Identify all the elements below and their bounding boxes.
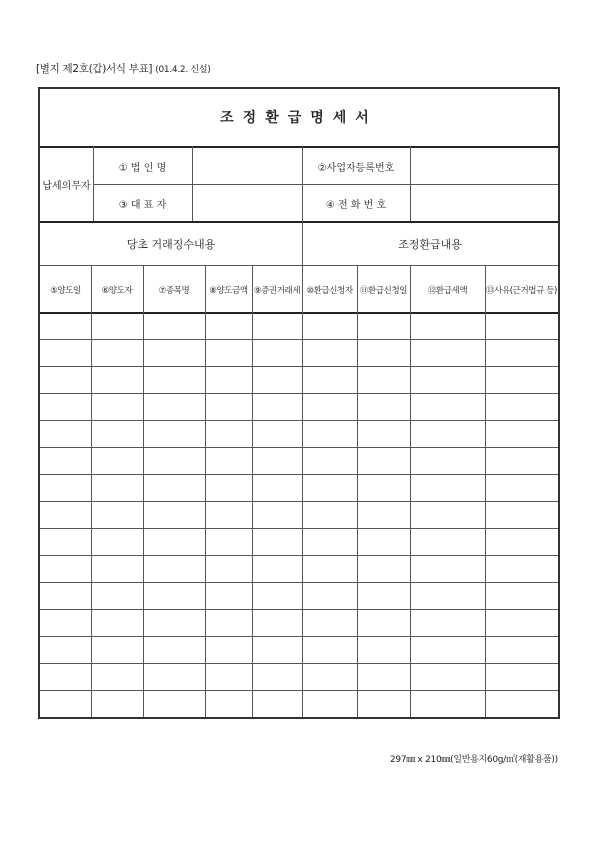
col-header-application-date: ⑪환급신청일: [359, 286, 408, 296]
table-row: [40, 393, 558, 394]
col-header-transfer-date: ⑤양도일: [50, 286, 81, 296]
table-row: [40, 609, 558, 610]
column-divider: [357, 265, 358, 717]
phone-label: ④ 전 화 번 호: [325, 200, 387, 211]
col-header-stock-name: ⑦종목명: [158, 286, 190, 296]
adjusted-section-header: 조정환급내용: [398, 238, 462, 251]
table-row: [40, 528, 558, 529]
column-divider: [252, 265, 253, 717]
table-row: [40, 447, 558, 448]
table-row: [40, 501, 558, 502]
form-reference: [36, 61, 210, 76]
biz-no-label: ②사업자등록번호: [317, 163, 395, 174]
table-row: [40, 636, 558, 637]
table-row: [40, 690, 558, 691]
col-header-transferor: ⑥양도자: [101, 286, 133, 296]
form-number: [별지 제2호(갑)서식 부표]: [36, 63, 153, 75]
column-divider: [302, 265, 303, 717]
column-divider: [205, 265, 206, 717]
table-row: [40, 555, 558, 556]
col-header-refund-applicant: ⑩환급신청자: [306, 286, 353, 296]
taxpayer-group-label: 납세의무자: [42, 181, 91, 192]
label-value-divider-right: [410, 146, 411, 221]
title-divider: [40, 146, 558, 148]
column-divider: [91, 265, 92, 717]
table-row: [40, 420, 558, 421]
corp-name-label: ① 법 인 명: [118, 163, 167, 174]
representative-label: ③ 대 표 자: [118, 200, 167, 211]
table-row: [40, 663, 558, 664]
form-title: 조정환급명세서: [220, 110, 378, 126]
column-divider: [143, 265, 144, 717]
column-divider: [485, 265, 486, 717]
table-row: [40, 339, 558, 340]
table-row: [40, 474, 558, 475]
form-date: (01.4.2. 신설): [155, 65, 211, 75]
original-section-header: 당초 거래징수내용: [126, 238, 216, 251]
refund-statement-form: [38, 87, 560, 719]
col-header-reason: ⑬사유(근거법규 등): [486, 286, 557, 296]
col-header-refund-amount: ⑫환급세액: [427, 286, 468, 296]
section-divider: [40, 265, 558, 266]
taxpayer-divider: [40, 221, 558, 223]
taxpayer-row-divider: [93, 184, 558, 185]
col-header-securities-tax: ⑨증권거래세: [253, 286, 301, 296]
col-header-transfer-amount: ⑧양도금액: [209, 286, 248, 296]
table-row: [40, 582, 558, 583]
paper-spec-note: 297㎜ x 210㎜(일반용지60g/㎡(재활용품)): [390, 755, 558, 765]
label-value-divider: [192, 146, 193, 221]
column-divider: [410, 265, 411, 717]
column-header-divider: [40, 312, 558, 314]
table-row: [40, 366, 558, 367]
